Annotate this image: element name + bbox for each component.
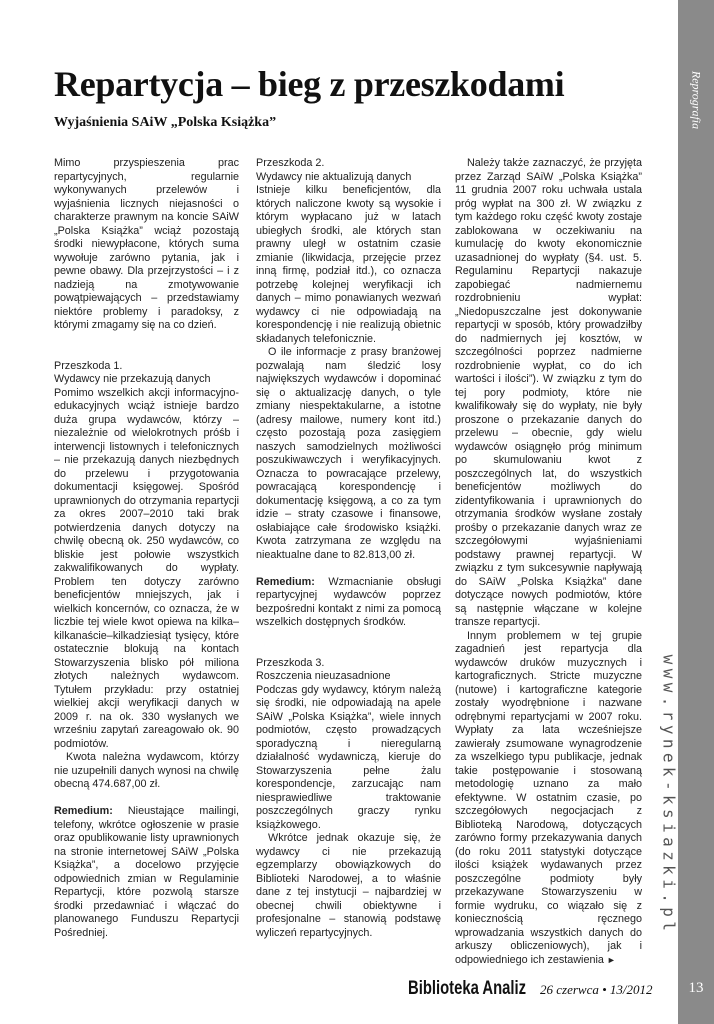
obstacle-2-heading: Przeszkoda 2.: [256, 157, 325, 169]
column-3-paragraph-1: Należy także zaznaczyć, że przyjęta przez Zarząd SAiW „Polska Książka” 11 grudnia 2007 roku uchwała ustala próg wypłat na 300 zł. W związku z tym każdego roku część kwoty zostaje zablokowana w oczekiwaniu na kumulację do kwoty ekonomicznie uzasadnionej do wypłaty (§4. ust. 5. Regulaminu Repartycji nakazuje zapobiegać nadmiernemu rozdrobnieniu wypłat: „Niedopuszczalne jest dokonywanie repartycji w sposób, który prowadziłby do nadmiernych jej kosztów, w szczególności poprzez nadmierne rozdrobnienie wypłat, co do ich wartości i ilości”). W związku z tym do tej pory podmioty, które nie kwalifikowały się do wypłaty, nie były proszone o przekazanie danych do przelewu – obecnie, gdy wielu wydawców osiągnęło próg minimum po skumulowaniu kwot z poszczególnych lat, do wszystkich beneficjentów możliwych do zidentyfikowania i uprawnionych do otrzymania środków wysłane zostały prośby o przekazanie danych wraz ze szczegółowymi wyjaśnieniami podstawy prawnej repartycji. W związku z tym sukcesywnie napływają do SAiW „Polska Książka” dane dotyczące nowych podmiotów, które są następnie włączane w kolejne transze repartycji.: [455, 157, 642, 628]
column-3: [455, 157, 642, 967]
column-1: [54, 157, 239, 940]
obstacle-3-paragraph: Podczas gdy wydawcy, którym należą się środki, nie odpowiadają na apele SAiW „Polska Książka”, wiele innych podmiotów, często prowadzących sporadyczną i nieregularną działalność wydawniczą, kieruje do Stowarzyszenia pełne żalu korespondencje, zarzucając nam niesprawiedliwe traktowanie poszczególnych graczy rynku książkowego.: [256, 683, 441, 831]
obstacle-1-paragraph: Pomimo wszelkich akcji informacyjno-edukacyjnych wciąż istnieje bardzo duża grupa wydawców, którzy – niezależnie od wielokrotnych próśb i interwencji listownych i telefonicznych – nie przekazują danych niezbędnych do przelewu i przygotowania dokumentacji księgowej. Spośród uprawnionych do otrzymania repartycji za okres 2007–2010 taki brak potwierdzenia danych dotyczy na chwilę obecną ok. 250 wydawców, co bliskie jest połowie wszystkich zakwalifikowanych do wypłaty. Problem ten dotyczy zarówno beneficjentów mniejszych, jak i wielkich koncernów, co oznacza, że w liczbie tej wiele kwot opiewa na kilka–kilkanaście–kilkadziesiąt tysięcy, które ostatecznie blokują na kontach Stowarzyszenia blisko pół miliona złotych należnych wydawcom. Tytułem przykładu: przy ostatniej wielkiej akcji weryfikacji danych w 2009 r. na ok. 330 wysłanych we wrześniu zapytań zareagowało ok. 90 podmiotów.: [54, 386, 239, 750]
column-3-paragraph-2-text: Innym problemem w tej grupie zagadnień jest repartycja dla wydawców druków muzycznych i kartograficznych. Stricte muzyczne (nutowe) i kartograficzne kategorie zostały wyodrębnione i nazwane odrębnymi repartycjami w 2007 roku. Wypłaty za lata wcześniejsze zawierały zsumowane wynagrodzenie za wszelkiego typu publikacje, jednak takie postępowanie i stosowaną metodologię uznano za mało efektywne. W ostatnim czasie, po szczegółowych negocjacjach z Biblioteką Narodową, dotyczących zarówno formy przekazywania danych (do roku 2011 statystyki dotyczące ilości książek wydawanych przez poszczególne podmioty były przekazywane Stowarzyszeniu w formie wydruku, co wiązało się z koniecznością ręcznego wprowadzania wszystkich danych do arkuszy obliczeniowych), jak i odpowiedniego ich zestawienia: [455, 629, 642, 966]
column-3-paragraph-2: [455, 630, 642, 968]
issue-date: 26 czerwca • 13/2012: [540, 982, 653, 997]
obstacle-3-paragraph-2: Wkrótce jednak okazuje się, że wydawcy ci nie przekazują egzemplarzy obowiązkowych do Biblioteki Narodowej, a to właśnie dane z tej instytucji – najbardziej w obecnej chwili obiektywne i profesjonalne – stanowią podstawę wyliczeń repartycyjnych.: [256, 832, 441, 939]
article-title: Repartycja – bieg z przeszkodami: [54, 64, 565, 104]
obstacle-2-paragraph: Istnieje kilku beneficjentów, dla których naliczone kwoty są wysokie i którym wypłacano już w latach ubiegłych środki, ale których stan prawny uległ w ostatnim czasie zmianie (likwidacja, przejęcie przez inną firmę, podział itd.), co oznacza potrzebę kolejnej weryfikacji ich danych – mimo ponawianych wezwań wydawcy ci nie odpowiadają na korespondencję i nie realizują obietnic składanych telefonicznie.: [256, 184, 441, 345]
page-number: 13: [688, 980, 704, 996]
remedy-2-text: Wzmacnianie obsługi repartycyjnej wydawców poprzez bezpośredni kontakt z nimi za pomocą wszelkich dostępnych środków.: [256, 575, 441, 628]
obstacle-2-paragraph-2: O ile informacje z prasy branżowej pozwalają nam śledzić losy największych wydawców i dopominać się o aktualizację danych, o tyle zmiany niespektakularne, a istotne (adresy mailowe, numery kont itd.) często pozostają poza zasięgiem naszych samodzielnych możliwości poszukiwawczych i weryfikacyjnych. Oznacza to powracające przelewy, powracającą korespondencję i dokumentację księgową, a co za tym idzie – straty czasowe i finansowe, osłabiające całe środowisko książki. Kwota zatrzymana ze względu na nieaktualne dane to 82.813,00 zł.: [256, 346, 441, 561]
obstacle-3-heading: Przeszkoda 3.: [256, 656, 325, 669]
remedy-2-paragraph: [256, 576, 441, 630]
section-label: Reprografia: [689, 70, 704, 130]
obstacle-1-heading: Przeszkoda 1.: [54, 359, 123, 372]
obstacle-1-subheading: Wydawcy nie przekazują danych: [54, 373, 211, 385]
intro-paragraph: Mimo przyspieszenia prac repartycyjnych, regularnie wykonywanych przelewów i wyjaśnienia licznych niejasności o charakterze prawnym na koncie SAiW „Polska Książka” wciąż pozostają środki niewypłacone, których suma wywołuje zarówno pytania, jak i pewne obawy. Dla przejrzystości – i z nadzieją na zmotywowanie powątpiewających – przedstawiamy niektóre problemy i paradoksy, z którymi zmagamy się na co dzień.: [54, 157, 239, 331]
remedy-1-label: Remedium:: [54, 805, 113, 817]
publication-title: Biblioteka Analiz: [408, 978, 527, 999]
remedy-1-paragraph: [54, 805, 239, 940]
website-url: www.rynek-ksiazki.pl: [659, 654, 679, 936]
column-2: [256, 157, 441, 940]
obstacle-1-amount-paragraph: Kwota należna wydawcom, którzy nie uzupełnili danych wynosi na chwilę obecną 474.687,00 zł.: [54, 751, 239, 790]
remedy-2-label: Remedium:: [256, 575, 315, 588]
continue-arrow-icon: ►: [606, 954, 616, 965]
article-subtitle: Wyjaśnienia SAiW „Polska Książka”: [54, 115, 277, 130]
obstacle-3-subheading: Roszczenia nieuzasadnione: [256, 670, 391, 682]
obstacle-2-subheading: Wydawcy nie aktualizują danych: [256, 170, 412, 183]
remedy-1-text: Nieustające mailingi, telefony, wkrótce ogłoszenie w prasie oraz opublikowanie listy uprawnionych na stronie internetowej SAiW „Polska Książka”, a docelowo przyjęcie odpowiednich zmian w Regulaminie Repartycji, które pozwolą starsze środki przedawniać i włączać do planowanego Funduszu Repartycji Pośredniej.: [54, 805, 239, 939]
